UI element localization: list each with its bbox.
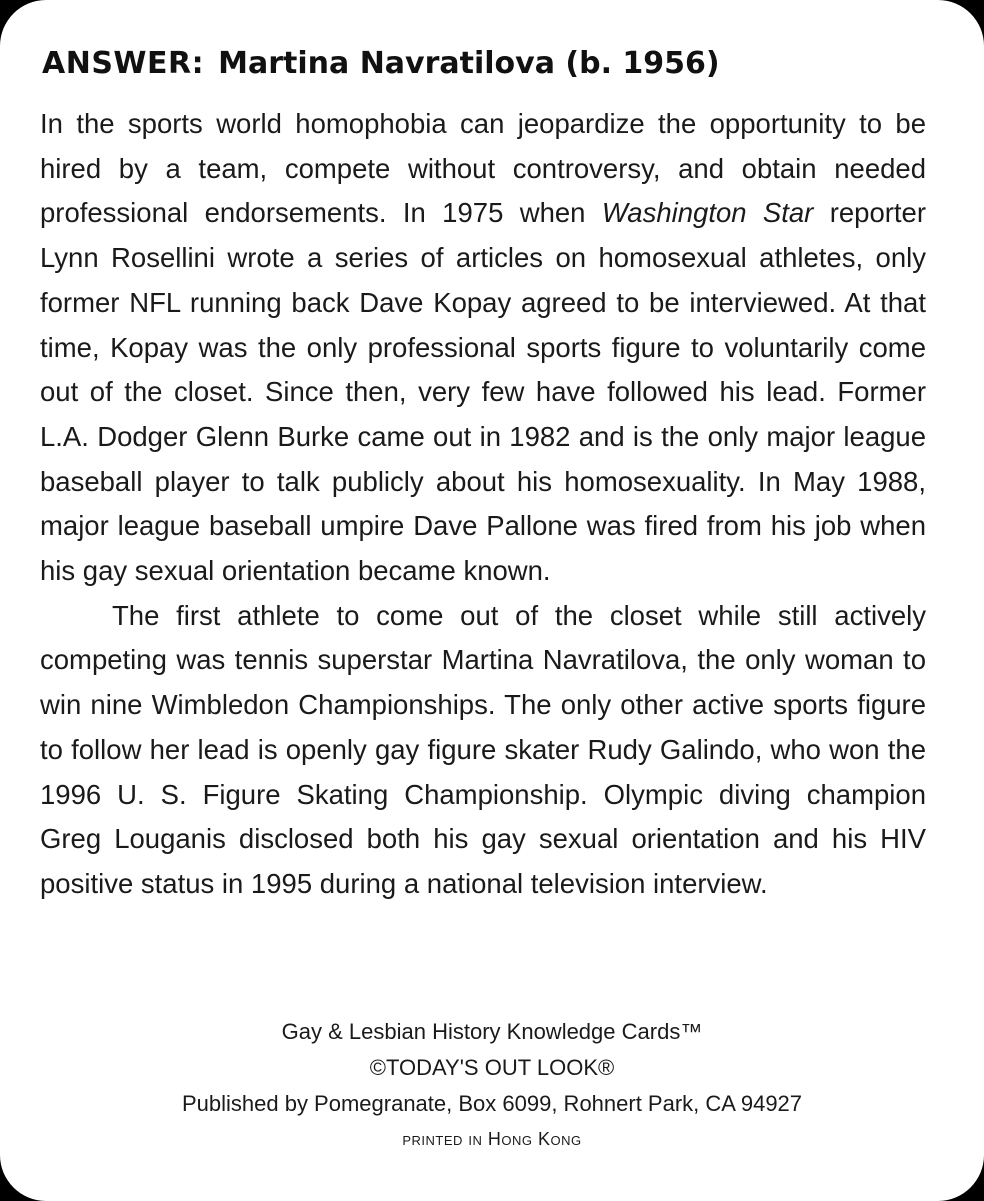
copyright-line: ©TODAY'S OUT LOOK® bbox=[369, 1055, 615, 1080]
newspaper-title: Washington Star bbox=[601, 197, 814, 229]
answer-label: ANSWER: bbox=[42, 46, 205, 81]
answer-name: Martina Navratilova (b. 1956) bbox=[218, 46, 720, 81]
series-title: Gay & Lesbian History Knowledge Cards™ bbox=[281, 1019, 703, 1044]
answer-heading bbox=[42, 38, 942, 90]
card-footer bbox=[0, 1014, 984, 1156]
paragraph-1-part-2: reporter Lynn Rosellini wrote a series of articles on homosexual athletes, only former NFL running back Dave Kopay agreed to be interviewed. At that time, Kopay was the only professional sports figure to voluntarily come out of the closet. Since then, very few have followed his lead. Former L.A. Dodger Glenn Burke came out in 1982 and is the only major league baseball player to talk publicly about his homosexuality. In May 1988, major league baseball umpire Dave Pallone was fired from his job when his gay sexual orientation became known. bbox=[40, 197, 926, 587]
paragraph-1 bbox=[40, 102, 926, 594]
card-body bbox=[40, 102, 926, 907]
paragraph-2: The first athlete to come out of the closet while still actively competing was tennis superstar Martina Navratilova, the only woman to win nine Wimbledon Championships. The only other active sports figure to follow her lead is openly gay figure skater Rudy Galindo, who won the 1996 U. S. Figure Skating Championship. Olympic diving champion Greg Louganis disclosed both his gay sexual orientation and his HIV positive status in 1995 during a national television interview. bbox=[40, 599, 926, 899]
paragraph-1-part-1: In the sports world homophobia can jeopardize the opportunity to be hired by a team, compete without controversy, and obtain needed professional endorsements. In 1975 when bbox=[40, 108, 926, 229]
publisher-line: Published by Pomegranate, Box 6099, Rohnert Park, CA 94927 bbox=[181, 1091, 803, 1116]
printed-line: printed in Hong Kong bbox=[402, 1129, 582, 1149]
